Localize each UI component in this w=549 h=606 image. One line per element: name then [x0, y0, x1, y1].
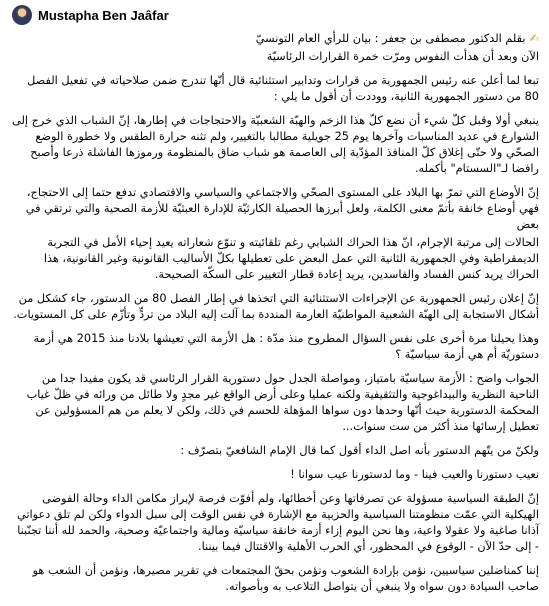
post-header [12, 0, 539, 28]
post-paragraph: نعيب دستورنا والعيب فينا - وما لدستورنا عيب سوانا ! [290, 468, 539, 481]
post-paragraph-title: ✍بقلم الدكتور مصطفى بن جعفر : بيان للرأي العام التونسيّ [255, 32, 539, 45]
post-paragraph: إنّ الأوضاع التي تمرّ بها البلاد على المستوى الصحّي والاجتماعي والسياسي والاقتصادي تدفع حتما إلى الاحتجاج، فهي أوضاع خانقة بأتمّ معنى الكلمة، ولعل أبرزها الحصيلة الكارثيّة للإدارة العبثيّة للأزمة الصحية والتي ترتقي في بعض [25, 186, 539, 231]
post-paragraph: إنّ الطبقة السياسية مسؤولة عن تصرفاتها وعن أخطائها، ولم أفوّت فرصة لإبراز مكامن الداء وحالة الفوضى الهيكلية التي عمّت منظومتنا السياسية والحزبية مع الإشارة في نفس الوقت إلى سبل الدواء ولكن لم تلق دعواتي آذانا صاغية ولا عقولا واعية، وها نحن اليوم إزاء أزمة خانقة سياسيّة ومالية واجتماعيّة وصحية، والحمد لله أننا تجنّبنا - إلى حدّ الآن - الوقوع في المحظور، أي الحرب الأهلية والاقتتال فيما بيننا. [16, 492, 539, 553]
post-body [12, 31, 539, 595]
post-paragraph: الجواب واضح : الأزمة سياسيّة بامتياز، ومواصلة الجدل حول دستورية القرار الرئاسي قد يكون مفيدا جدا من الناحية النظرية والبيداغوجية والتثقيفية ولكنه عمليا وعلى أرض الواقع غير مجدٍ ولا طائل من ورائه في ظلّ غياب المحكمة الدستورية حيث أنّها وحدها دون سواها المؤهلة للحسم في ذلك، ولكن لا يعلم من هم المسؤولين عن تعطيل إرسائها منذ أكثر من ست سنوات... [26, 372, 539, 433]
post-paragraph: الحالات إلى مرتبة الإجرام، انّ هذا الحراك الشبابي رغم تلقائيته و تنوّع شعاراته يعيد إحياء الأمل في التجربة الديمقراطية وفي الجمهورية الثانية التي عمل البعض على تعطيلها بكلّ الأساليب القانونية وغير القانونية، هذا الحراك يريد كنس الفساد والفاسدين، يريد إعادة قطار التغيير على السكّة الصحيحة. [43, 236, 539, 281]
post-paragraph: إننا كمناضلين سياسيين، نؤمن بإرادة الشعوب ونؤمن بحقّ المجتمعات في تقرير مصيرها، ونؤمن أن الشعب هو صاحب السيادة دون سواه ولا ينبغي أن يتواصل التلاعب به وبأصواته. [32, 564, 539, 593]
author-name[interactable]: Mustapha Ben Jaâfar [38, 7, 169, 23]
writing-hand-icon: ✍ [529, 32, 539, 45]
post-paragraph: تبعا لما أعلن عنه رئيس الجمهورية من قرارات وتدابير استثنائية قال أنّها تندرج ضمن صلاحياته في تفعيل الفصل 80 من دستور الجمهورية الثانية، ووددت أن أقول ما يلي : [27, 74, 539, 103]
post-paragraph: ينبغي أولا وقبل كلّ شيء أن نضع كلّ هذا الزخم والهبّة الشعبيّة والاحتجاجات في إطارها، إنّ الشباب الذي خرج إلى الشوارع في عديد المناسبات وآخرها يوم 25 جويلية مطالبا بالتغيير، ولم تثنه حرارة الطقس ولا خطورة الوضع الصحّي ولا حتّى إغلاق كلّ المنافذ المؤدّية إلى العاصمة هو شباب ضاق بالمنظومة ورموزها الفاشلة ذرعا وأصبح رافضا لـ"السستام" بأكمله. [12, 114, 539, 175]
post-paragraph: إنّ إعلان رئيس الجمهورية عن الإجراءات الاستثنائية التي اتخذها في إطار الفصل 80 من الدستور، جاء كشكل من أشكال الاستجابة إلى الهبّة الشعبية المواطنيّة العارمة المنددة بما آلت إليه البلاد من تردٍّ وتأزّم على كل المستويات. [13, 292, 539, 321]
author-avatar[interactable] [12, 5, 32, 25]
post-paragraph: ولكنّ من يتّهم الدستور بأنه اصل الداء أقول كما قال الإمام الشافعيّ بتصرّف : [180, 444, 539, 457]
post-paragraph: الآن وبعد أن هدأت النفوس ومرّت خمرة القرارات الرئاسيّة [266, 50, 539, 63]
post-paragraph: وهذا يحيلنا مرة أخرى على نفس السؤال المطروح منذ مدّة : هل الأزمة التي تعيشها بلادنا منذ 2015 هي أزمة دستوريّة أم هي أزمة سياسيّة ؟ [33, 332, 539, 361]
